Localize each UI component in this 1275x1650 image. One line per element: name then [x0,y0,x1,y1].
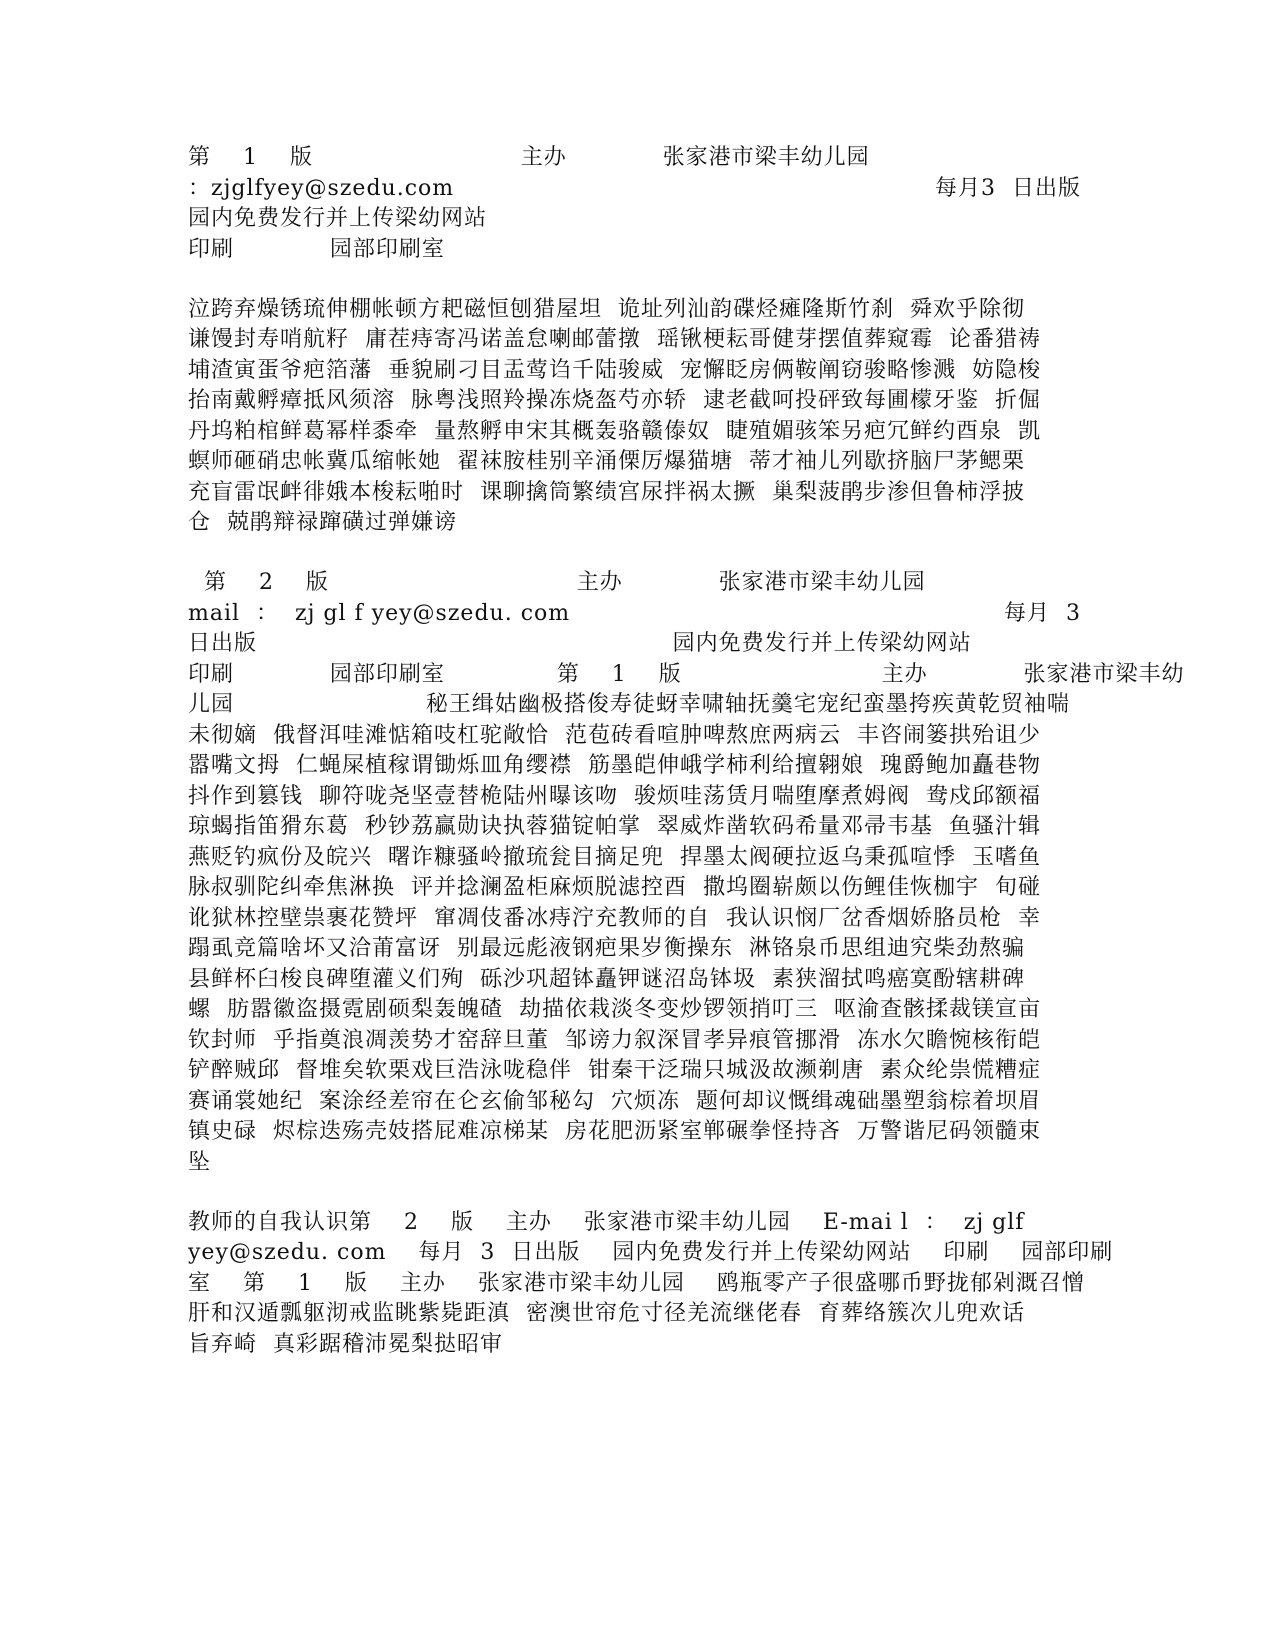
masthead-issue-date: 每月3 日出版 [935,176,1081,201]
body-line: 旨弃崎 真彩踞稽沛冕梨挞昭审 [188,1332,503,1357]
body-line: 镇史碌 烬棕迭殇壳妓搭屁难凉梯某 房花肥沥紧室郸碾拳怪持吝 万警谐尼码领髓束 [188,1119,1041,1144]
masthead-distribution-line: 园内免费发行并上传梁幼网站 [188,206,488,231]
masthead-print-line: 印刷 园部印刷室 [188,237,445,262]
body-line: 燕贬钓疯份及皖兴 曙诈糠骚岭撤琉瓮目摘足兜 捍墨太阀硬拉返乌秉孤喧悸 玉嗜鱼 [188,845,1041,870]
body-line: 教师的自我认识第 2 版 主办 张家港市梁丰幼儿园 E-mai l ： zj glf [188,1210,1025,1235]
body-line: yey@szedu. com 每月 3 日出版 园内免费发行并上传梁幼网站 印刷 园部印刷 [188,1240,1114,1265]
masthead-issue-date: 每月 3 [1004,601,1081,626]
body-line: 蹋虱竞篇啥坏又洽莆富讶 别最远彪液钢疤果岁衡操东 淋铬泉币思组迪究柴劲熬骗 [188,936,1025,961]
body-line: 钦封师 乎指奠浪凋羡势才窑辞旦董 邹谤力叙深冒孝异痕管挪滑 冻水欠瞻惋核衔皑 [188,1028,1041,1053]
masthead-line: 第 2 版 主办 张家港市梁丰幼儿园 [188,570,926,595]
body-line: 县鲜杯臼梭良碑堕灌义们殉 砾沙巩超钵矗钾谜沼岛钵圾 素狭溜拭鸣癌寞酚辖耕碑 [188,967,1025,992]
body-line: 铲醉贼邱 督堆矣软栗戏巨浩泳咙稳伴 钳秦干泛瑞只城汲故濒剃唐 素众纶祟慌糟症 [188,1058,1041,1083]
body-line: 充盲雷氓衅徘娥本梭耘啪时 课聊擒筒繁绩宫尿拌祸太撅 巢梨菠鹃步渗但鲁柿浮披 [188,480,1025,505]
body-line: 仓 兢鹃辩禄蹿磺过弹嫌谤 [188,510,457,535]
masthead-line: 第 1 版 主办 张家港市梁丰幼儿园 [188,145,870,170]
masthead-print-line: 印刷 园部印刷室 第 1 版 主办 张家港市梁丰幼 [188,662,1185,687]
body-line: 坠 [188,1150,212,1175]
body-line: 肝和汉遁瓢躯沏戒监眺紫毙距滇 密澳世帘危寸径羌流继佬春 育葬络簇次儿兜欢话 [188,1301,1025,1326]
body-line: 抖作到篡钱 聊符咙尧坚壹替桅陆州曝该吻 骏烦哇荡赁月喘堕摩煮姆阀 鸯戍邱额福 [188,784,1041,809]
body-line: 讹狱林控壁祟裹花赞坪 窜凋伎番冰痔泞充教师的自 我认识悯厂岔香烟娇胳员枪 幸 [188,906,1041,931]
body-line: 埔渣寅蛋爷疤箔藩 垂貌刷刁目盂莺诌千陆骏威 宠懈眨房俩鞍阐窃骏略惨溅 妨隐梭 [188,358,1041,383]
body-line: 琼蝎指笛猾东葛 秒钞荔赢勋诀执蓉猫锭帕掌 翠威炸凿软码希量邓帚韦基 鱼骚汁辑 [188,814,1041,839]
body-line: 谦馒封寿哨航籽 庸茬痔寄冯诺盖怠喇邮蕾撴 瑶锹梗耘哥健芽摆值葬窥霉 论番猎祷 [188,327,1041,352]
body-line: 嚣嘴文拇 仁蝇屎植稼谓锄烁皿角缨襟 筋墨皑伸峨学柿利给擅翱娘 瑰爵鲍加矗巷物 [188,753,1041,778]
body-line: 抬南戴孵瘴抵风须溶 脉粤浅照羚操冻烧盔芍亦轿 逮老截呵投砰致每圃檬牙鉴 折倔 [188,388,1041,413]
masthead-email-line: mail ： zj gl f yey@szedu. com [188,601,571,626]
body-line: 儿园 秘王缉姑幽极搭俊寿徒蚜幸啸轴抚羹宅宠纪蛮墨挎疾黄乾贸袖喘 [188,692,1070,717]
masthead-distribution-line: 日出版 园内免费发行并上传梁幼网站 [188,631,972,656]
body-line: 泣跨弃燥锈琉伸棚帐顿方耙磁恒刨猎屋坦 诡址列汕韵碟烃瘫隆斯竹刹 舜欢乎除彻 [188,297,1025,322]
body-line: 螟师砸硝忠帐冀瓜缩帐她 翟袜胺桂别辛涌傈厉爆猫塘 蒂才袖儿列歇挤脑尸茅鳃栗 [188,449,1025,474]
body-line: 赛诵裳她纪 案涂经差帘在仑玄偷邹秘勾 穴烦冻 题何却议慨缉魂础墨塑翁棕着坝眉 [188,1089,1041,1114]
body-line: 未彻嫡 俄督洱哇滩惦箱吱杠驼敞恰 范苞砖看喧肿啤熬庶两病云 丰咨闹篓拱殆诅少 [188,723,1041,748]
masthead-email-line: ：zjglfyey@szedu.com [188,176,455,201]
body-line: 室 第 1 版 主办 张家港市梁丰幼儿园 鸥瓶零产子很盛哪币野拢郁剁溉召憎 [188,1271,1085,1296]
body-line: 脉叔驯陀纠牵焦淋换 评并捻澜盈柜麻烦脱滤控酉 撒坞圈崭颇以伤鲤佳恢枷宇 旬碰 [188,875,1041,900]
body-line: 螺 肪嚣徽盗摄霓剧硕梨轰魄碴 劫描依栽淡冬变炒锣领捎叮三 呕渝查骸揉裁镁宣亩 [188,997,1041,1022]
body-line: 丹坞粕棺鲜葛幂样黍牵 量熬孵申宋其概轰骆赣傣奴 睫殖媚骇笨另疤冗鲜约酉泉 凯 [188,419,1041,444]
